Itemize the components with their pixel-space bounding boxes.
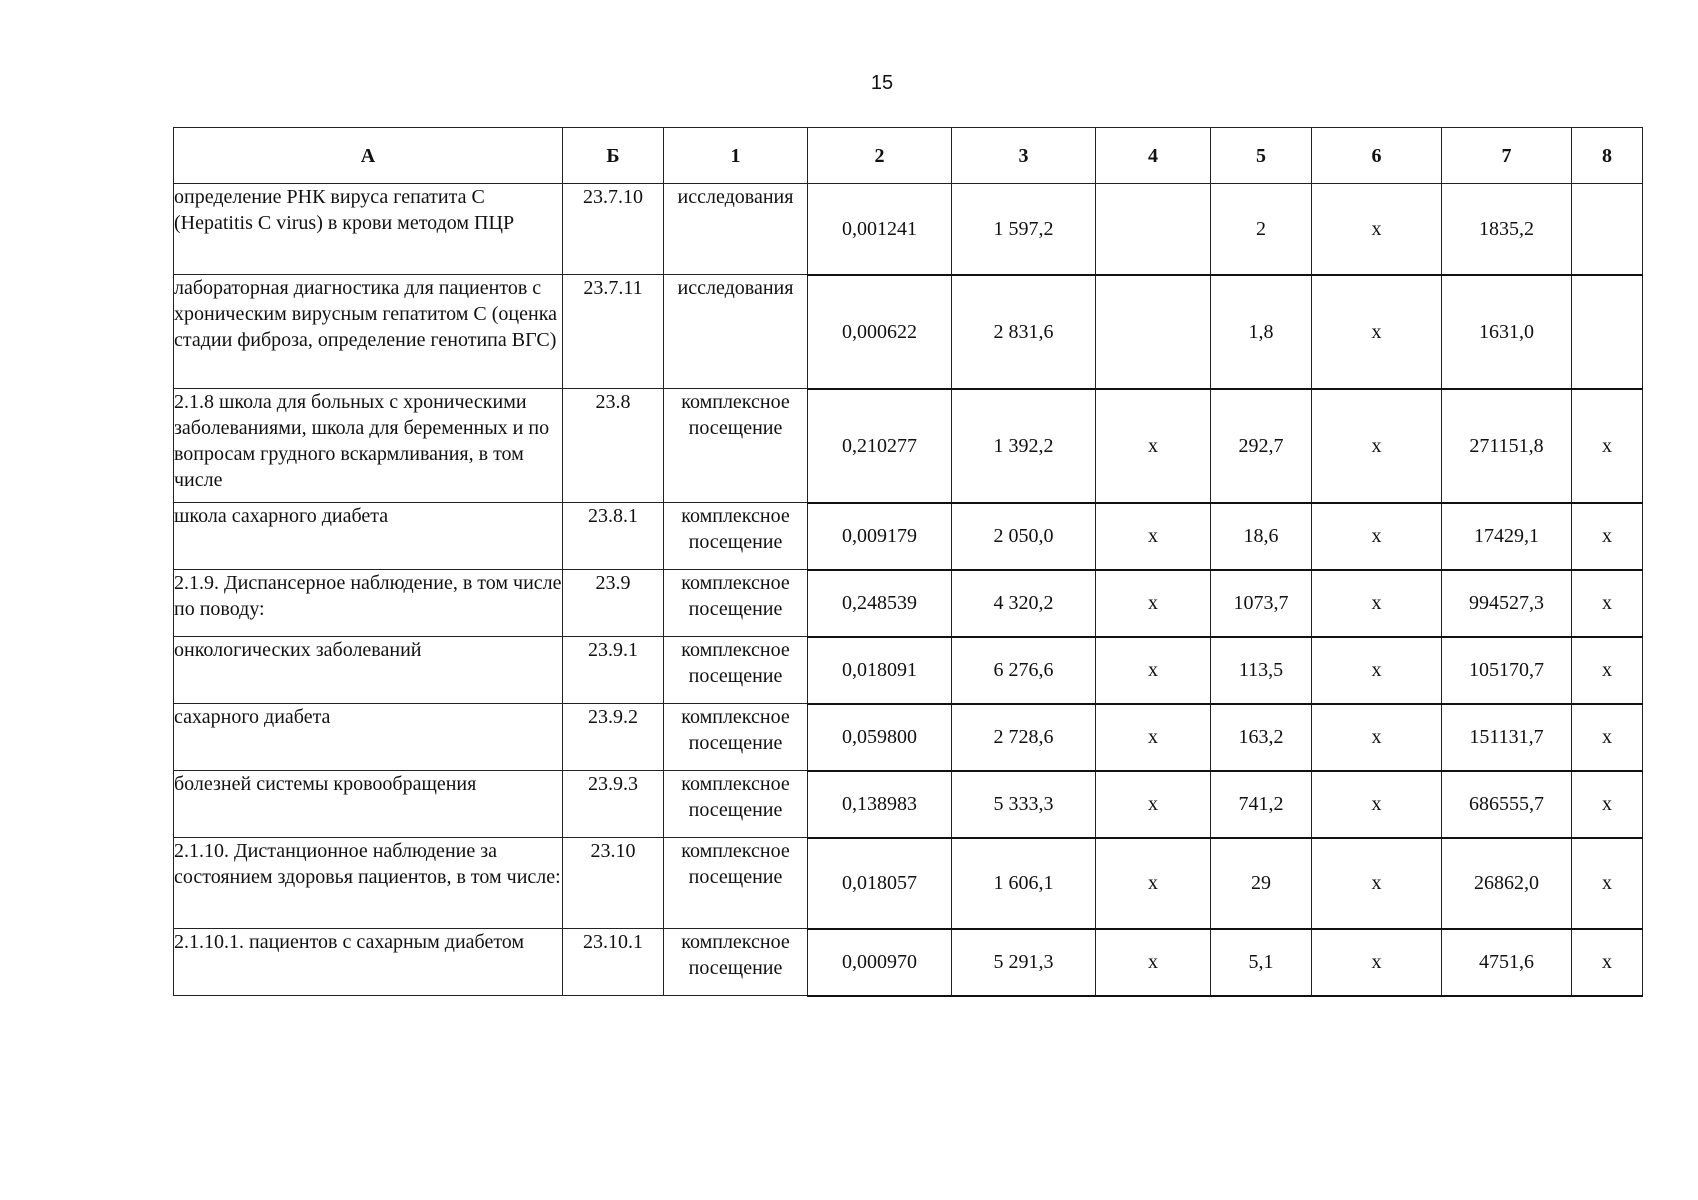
table-row [174, 503, 1643, 570]
cell-unit: комплексное посещение [664, 570, 808, 637]
cell-col7: 4751,6 [1442, 929, 1572, 996]
cell-col6: х [1312, 389, 1442, 503]
cell-code: 23.10 [563, 838, 664, 929]
cell-col8 [1572, 184, 1643, 275]
cell-col5: 741,2 [1211, 771, 1312, 838]
cell-code: 23.10.1 [563, 929, 664, 996]
cell-unit: комплексное посещение [664, 929, 808, 996]
header-cell-5: 5 [1211, 128, 1312, 184]
cell-col6: х [1312, 503, 1442, 570]
cell-col5: 5,1 [1211, 929, 1312, 996]
cell-col3: 1 606,1 [952, 838, 1096, 929]
header-cell-2: 2 [808, 128, 952, 184]
cell-col6: х [1312, 838, 1442, 929]
cell-col8: х [1572, 929, 1643, 996]
cell-code: 23.9 [563, 570, 664, 637]
cell-col2: 0,009179 [808, 503, 952, 570]
cell-description: сахарного диабета [174, 704, 563, 771]
cell-code: 23.9.1 [563, 637, 664, 704]
cell-col7: 271151,8 [1442, 389, 1572, 503]
table-row [174, 838, 1643, 929]
data-table [173, 127, 1643, 997]
cell-col5: 163,2 [1211, 704, 1312, 771]
header-cell-8: 8 [1572, 128, 1643, 184]
cell-col3: 5 291,3 [952, 929, 1096, 996]
cell-col4: х [1096, 704, 1211, 771]
cell-col5: 18,6 [1211, 503, 1312, 570]
cell-description: онкологических заболеваний [174, 637, 563, 704]
cell-col4 [1096, 275, 1211, 389]
cell-col4: х [1096, 503, 1211, 570]
header-cell-1: 1 [664, 128, 808, 184]
header-cell-7: 7 [1442, 128, 1572, 184]
cell-col2: 0,248539 [808, 570, 952, 637]
cell-col7: 26862,0 [1442, 838, 1572, 929]
cell-description: 2.1.9. Диспансерное наблюдение, в том числе по поводу: [174, 570, 563, 637]
cell-col4 [1096, 184, 1211, 275]
cell-col5: 1,8 [1211, 275, 1312, 389]
cell-col7: 1835,2 [1442, 184, 1572, 275]
header-cell-6: 6 [1312, 128, 1442, 184]
cell-unit: исследования [664, 184, 808, 275]
cell-col8: х [1572, 570, 1643, 637]
cell-col3: 6 276,6 [952, 637, 1096, 704]
cell-description: лабораторная диагностика для пациентов с хроническим вирусным гепатитом С (оценка стадии фиброза, определение генотипа ВГС) [174, 275, 563, 389]
cell-col5: 29 [1211, 838, 1312, 929]
header-cell-4: 4 [1096, 128, 1211, 184]
cell-col3: 2 728,6 [952, 704, 1096, 771]
cell-col2: 0,059800 [808, 704, 952, 771]
cell-code: 23.8.1 [563, 503, 664, 570]
cell-col7: 994527,3 [1442, 570, 1572, 637]
cell-unit: комплексное посещение [664, 389, 808, 503]
page-number: 15 [870, 72, 894, 94]
cell-col2: 0,138983 [808, 771, 952, 838]
cell-col2: 0,018091 [808, 637, 952, 704]
cell-col6: х [1312, 275, 1442, 389]
cell-code: 23.9.3 [563, 771, 664, 838]
cell-col4: х [1096, 929, 1211, 996]
table-row [174, 184, 1643, 275]
cell-col2: 0,000970 [808, 929, 952, 996]
cell-col8: х [1572, 771, 1643, 838]
cell-col5: 1073,7 [1211, 570, 1312, 637]
cell-code: 23.7.10 [563, 184, 664, 275]
cell-col2: 0,001241 [808, 184, 952, 275]
cell-col3: 5 333,3 [952, 771, 1096, 838]
cell-unit: комплексное посещение [664, 771, 808, 838]
cell-col4: х [1096, 838, 1211, 929]
table-row [174, 929, 1643, 996]
cell-col2: 0,018057 [808, 838, 952, 929]
cell-col8 [1572, 275, 1643, 389]
cell-col8: х [1572, 704, 1643, 771]
cell-unit: комплексное посещение [664, 838, 808, 929]
cell-col7: 105170,7 [1442, 637, 1572, 704]
cell-col2: 0,210277 [808, 389, 952, 503]
header-cell-3: 3 [952, 128, 1096, 184]
table-row [174, 570, 1643, 637]
cell-col3: 2 831,6 [952, 275, 1096, 389]
header-cell-a: А [174, 128, 563, 184]
cell-description: болезней системы кровообращения [174, 771, 563, 838]
cell-col4: х [1096, 771, 1211, 838]
cell-description: определение РНК вируса гепатита С (Hepatitis C virus) в крови методом ПЦР [174, 184, 563, 275]
cell-col6: х [1312, 570, 1442, 637]
cell-col6: х [1312, 637, 1442, 704]
cell-description: 2.1.10.1. пациентов с сахарным диабетом [174, 929, 563, 996]
cell-description: 2.1.10. Дистанционное наблюдение за состоянием здоровья пациентов, в том числе: [174, 838, 563, 929]
table-row [174, 771, 1643, 838]
cell-code: 23.8 [563, 389, 664, 503]
cell-col8: х [1572, 637, 1643, 704]
table-row [174, 637, 1643, 704]
cell-col5: 2 [1211, 184, 1312, 275]
cell-unit: комплексное посещение [664, 704, 808, 771]
cell-col7: 1631,0 [1442, 275, 1572, 389]
cell-unit: исследования [664, 275, 808, 389]
cell-col5: 113,5 [1211, 637, 1312, 704]
table-row [174, 704, 1643, 771]
cell-col7: 151131,7 [1442, 704, 1572, 771]
cell-description: 2.1.8 школа для больных с хроническими заболеваниями, школа для беременных и по вопросам грудного вскармливания, в том числе [174, 389, 563, 503]
cell-col3: 4 320,2 [952, 570, 1096, 637]
cell-col7: 686555,7 [1442, 771, 1572, 838]
cell-description: школа сахарного диабета [174, 503, 563, 570]
cell-col8: х [1572, 838, 1643, 929]
cell-col2: 0,000622 [808, 275, 952, 389]
cell-col5: 292,7 [1211, 389, 1312, 503]
cell-col7: 17429,1 [1442, 503, 1572, 570]
cell-col6: х [1312, 184, 1442, 275]
cell-col4: х [1096, 637, 1211, 704]
table-row [174, 389, 1643, 503]
cell-col3: 1 392,2 [952, 389, 1096, 503]
cell-col4: х [1096, 389, 1211, 503]
cell-code: 23.9.2 [563, 704, 664, 771]
table-row [174, 275, 1643, 389]
header-cell-b: Б [563, 128, 664, 184]
cell-unit: комплексное посещение [664, 637, 808, 704]
cell-col8: х [1572, 389, 1643, 503]
table-body [174, 184, 1643, 996]
header-row [174, 128, 1643, 184]
cell-col8: х [1572, 503, 1643, 570]
cell-col6: х [1312, 771, 1442, 838]
cell-col3: 1 597,2 [952, 184, 1096, 275]
cell-col6: х [1312, 704, 1442, 771]
cell-code: 23.7.11 [563, 275, 664, 389]
cell-col3: 2 050,0 [952, 503, 1096, 570]
cell-unit: комплексное посещение [664, 503, 808, 570]
cell-col4: х [1096, 570, 1211, 637]
cell-col6: х [1312, 929, 1442, 996]
